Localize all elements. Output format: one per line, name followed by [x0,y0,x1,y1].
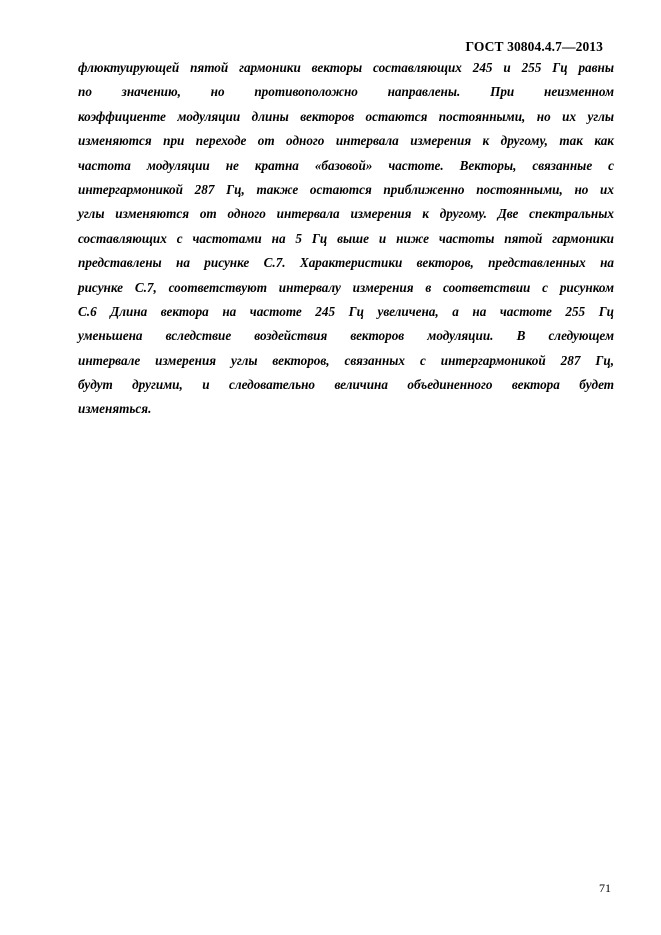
text-line: углы изменяются от одного интервала измерения к другому. Две спектральных [78,206,614,222]
text-line: составляющих с частотами на 5 Гц выше и ниже частоты пятой гармоники [78,230,614,246]
text-line: рисунке С.7, соответствуют интервалу измерения в соответствии с рисунком [78,279,614,295]
page-number: 71 [599,881,611,895]
text-line: интервале измерения углы векторов, связанных с интергармоникой 287 Гц, [78,352,614,368]
body-paragraph [78,56,614,422]
text-line: по значению, но противоположно направлены. При неизменном [78,84,614,100]
text-line: С.6 Длина вектора на частоте 245 Гц увеличена, а на частоте 255 Гц [78,303,614,319]
text-line: коэффициенте модуляции длины векторов остаются постоянными, но их углы [78,108,614,124]
text-line: представлены на рисунке С.7. Характеристики векторов, представленных на [78,255,614,271]
document-code-header: ГОСТ 30804.4.7—2013 [465,39,603,54]
text-line: интергармоникой 287 Гц, также остаются приближенно постоянными, но их [78,181,614,197]
text-line: будут другими, и следовательно величина объединенного вектора будет [78,377,614,393]
text-line: изменяются при переходе от одного интервала измерения к другому, так как [78,133,614,149]
text-line-last: изменяться. [78,401,152,417]
text-line: уменьшена вследствие воздействия векторов модуляции. В следующем [78,328,614,344]
text-line: флюктуирующей пятой гармоники векторы составляющих 245 и 255 Гц равны [78,60,614,75]
text-line: частота модуляции не кратна «базовой» частоте. Векторы, связанные с [78,157,614,173]
